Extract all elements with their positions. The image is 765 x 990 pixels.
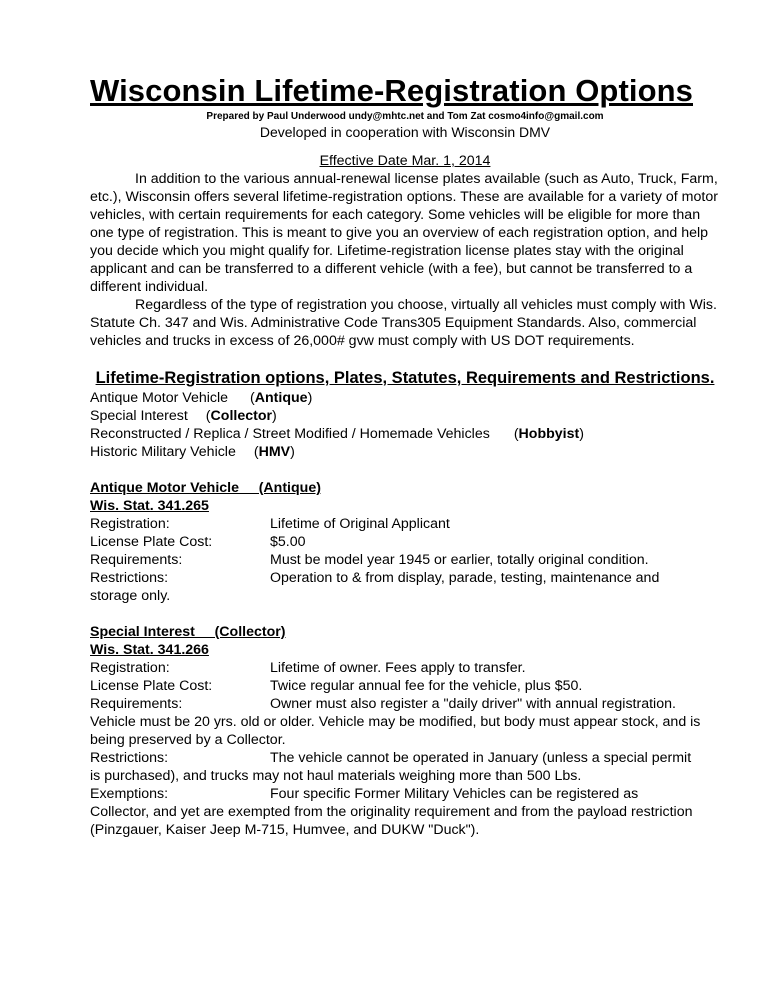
collector-section (90, 623, 720, 839)
field-value-continued: Vehicle must be 20 yrs. old or older. Vehicle may be modified, but body must appear stock, and is being preserved by a Collector. (90, 714, 701, 748)
option-code: HMV (258, 444, 291, 460)
field-label: Registration: (90, 660, 170, 676)
field-label: Requirements: (90, 696, 183, 712)
field-label: Registration: (90, 516, 170, 532)
field-label: Requirements: (90, 552, 183, 568)
developed-note: Developed in cooperation with Wisconsin DMV (259, 124, 551, 140)
field-value: Operation to & from display, parade, testing, maintenance and (270, 570, 660, 586)
antique-requirements (90, 551, 720, 569)
option-code: Antique (254, 390, 308, 406)
option-name: Antique Motor Vehicle (90, 390, 229, 406)
field-value-continued: storage only. (90, 588, 171, 604)
antique-statute: Wis. Stat. 341.265 (90, 498, 209, 514)
option-name: Reconstructed / Replica / Street Modified / Homemade Vehicles (90, 426, 490, 442)
antique-cost (90, 533, 720, 551)
field-label: Exemptions: (90, 786, 169, 802)
field-value: Twice regular annual fee for the vehicle, plus $50. (270, 678, 583, 694)
antique-restrictions (90, 569, 720, 605)
option-code: Hobbyist (518, 426, 580, 442)
field-label: License Plate Cost: (90, 534, 213, 550)
document-title: Wisconsin Lifetime-Registration Options (90, 73, 693, 108)
collector-exemptions (90, 785, 720, 839)
option-name: Special Interest (90, 408, 188, 424)
options-list (90, 389, 720, 461)
prepared-by: Prepared by Paul Underwood undy@mhtc.net and Tom Zat cosmo4info@gmail.com (206, 111, 604, 122)
collector-heading: Special Interest (Collector) (90, 624, 286, 640)
intro-paragraph-2: Regardless of the type of registration you choose, virtually all vehicles must comply with Wis. Statute Ch. 347 and Wis. Administrative Code Trans305 Equipment Standards. Also, commercial vehicles and trucks in excess of 26,000# gvw must comply with US DOT requirements. (90, 297, 717, 349)
field-label: Restrictions: (90, 750, 169, 766)
option-code: Collector (210, 408, 273, 424)
option-hobbyist: Reconstructed / Replica / Street Modified / Homemade Vehicles (Hobbyist) (90, 426, 584, 442)
option-name: Historic Military Vehicle (90, 444, 236, 460)
effective-date: Effective Date Mar. 1, 2014 (319, 153, 491, 169)
antique-heading: Antique Motor Vehicle (Antique) (90, 480, 321, 496)
collector-statute: Wis. Stat. 341.266 (90, 642, 209, 658)
collector-registration (90, 659, 720, 677)
antique-section (90, 479, 720, 605)
field-value: Owner must also register a "daily driver" with annual registration. (270, 696, 676, 712)
field-value-continued: Collector, and yet are exempted from the originality requirement and from the payload restriction (Pinzgauer, Kaiser Jeep M-715, Humvee, and DUKW "Duck"). (90, 804, 693, 838)
intro-paragraph-1: In addition to the various annual-renewal license plates available (such as Auto, Truck, Farm, etc.), Wisconsin offers several lifetime-registration options. These are available for a variety of motor vehicles, with certain requirements for each category. Some vehicles will be eligible for more than one type of registration. This is meant to give you an overview of each registration option, and help you decide which you might qualify for. Lifetime-registration license plates stay with the original applicant and can be transferred to a different vehicle (with a fee), but cannot be transferred to a different individual. (90, 171, 718, 295)
field-label: Restrictions: (90, 570, 169, 586)
field-value: $5.00 (270, 534, 306, 550)
field-value: Lifetime of owner. Fees apply to transfer. (270, 660, 526, 676)
field-value: Four specific Former Military Vehicles can be registered as (270, 786, 639, 802)
option-antique: Antique Motor Vehicle (Antique) (90, 390, 313, 406)
option-collector: Special Interest (Collector) (90, 408, 277, 424)
section-heading: Lifetime-Registration options, Plates, Statutes, Requirements and Restrictions. (95, 369, 715, 387)
field-value: Lifetime of Original Applicant (270, 516, 450, 532)
field-value: Must be model year 1945 or earlier, totally original condition. (270, 552, 649, 568)
field-label: License Plate Cost: (90, 678, 213, 694)
collector-restrictions (90, 749, 720, 785)
field-value-continued: is purchased), and trucks may not haul materials weighing more than 500 Lbs. (90, 768, 582, 784)
antique-registration (90, 515, 720, 533)
field-value: The vehicle cannot be operated in January (unless a special permit (270, 750, 692, 766)
document-page (90, 72, 720, 839)
collector-requirements (90, 695, 720, 749)
collector-cost (90, 677, 720, 695)
option-hmv: Historic Military Vehicle (HMV) (90, 444, 295, 460)
